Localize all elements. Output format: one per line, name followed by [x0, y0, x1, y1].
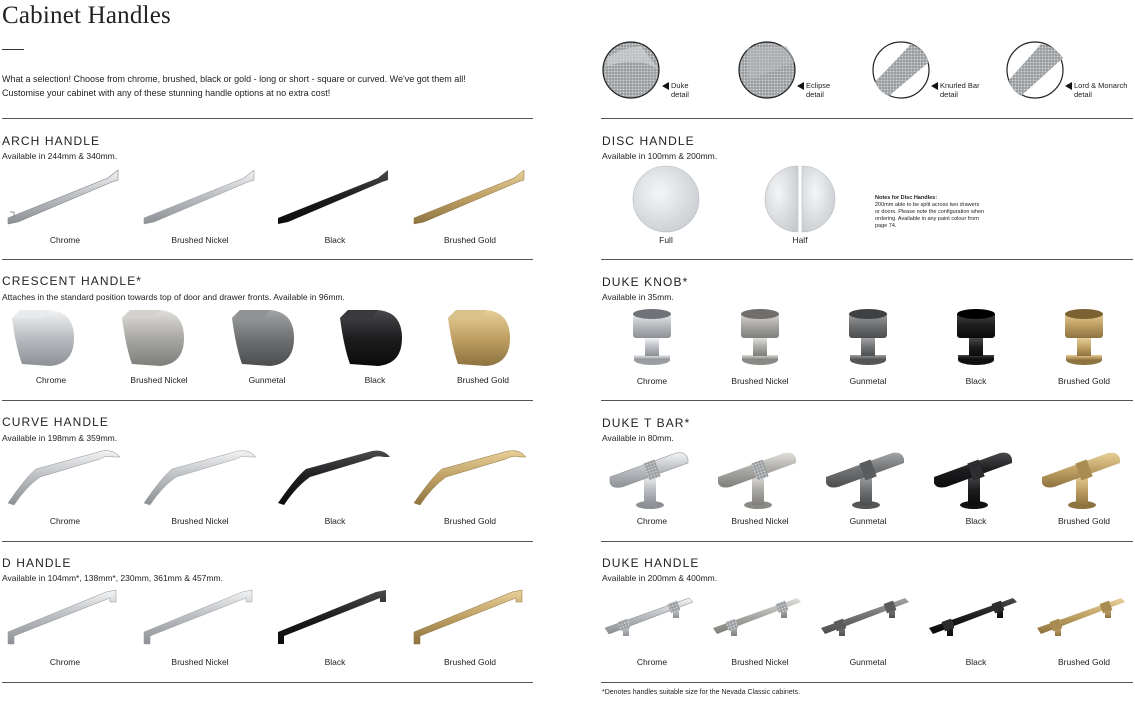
crescent-label-brushed-gold: Brushed Gold [457, 375, 509, 385]
duke-handle-label-chrome: Chrome [636, 657, 668, 667]
duke-knob-label-chrome: Chrome [636, 376, 668, 386]
detail-label-knurled-bar: Knurled Bar [940, 81, 980, 90]
footnote: *Denotes handles suitable size for the Nevada Classic cabinets. [602, 689, 801, 696]
divider [2, 118, 533, 119]
duke-handle-chrome-image [603, 592, 698, 642]
duke-t-bar-black-image [930, 447, 1020, 512]
duke-handle-label-brushed-nickel: Brushed Nickel [731, 657, 789, 667]
arch-label-brushed-gold: Brushed Gold [444, 235, 496, 245]
duke-knob-gunmetal-image [843, 308, 893, 368]
intro-text-line-1: What a selection! Choose from chrome, brushed, black or gold - long or short - square or curved. We've got them all! [2, 74, 466, 84]
d-handle-brushed-nickel-image [142, 588, 257, 648]
duke-t-bar-label-chrome: Chrome [636, 516, 668, 526]
duke-t-bar-label-brushed-nickel: Brushed Nickel [731, 516, 789, 526]
duke-knob-label-gunmetal: Gunmetal [849, 376, 887, 386]
disc-note-line-2: or doors. Please note the configuration when [875, 209, 985, 215]
arch-label-black: Black [324, 235, 346, 245]
curve-handle-brushed-nickel-image [142, 447, 262, 507]
arch-handle-black-image [276, 166, 391, 226]
divider [601, 682, 1133, 683]
section-title-disc-handle: DISC HANDLE [602, 134, 695, 148]
duke-handle-label-black: Black [965, 657, 987, 667]
page-title: Cabinet Handles [2, 2, 171, 29]
curve-label-brushed-gold: Brushed Gold [444, 516, 496, 526]
disc-label-half: Half [792, 235, 808, 245]
section-title-curve-handle: CURVE HANDLE [2, 415, 110, 429]
section-title-duke-t-bar: DUKE T BAR* [602, 416, 691, 430]
arrow-left-icon [797, 82, 805, 90]
eclipse-detail-icon [737, 40, 797, 100]
duke-t-bar-brushed-nickel-image [714, 447, 804, 512]
curve-handle-black-image [276, 447, 396, 507]
section-title-duke-handle: DUKE HANDLE [602, 556, 700, 570]
divider [601, 118, 1133, 119]
arch-handle-brushed-gold-image [412, 166, 527, 226]
section-title-d-handle: D HANDLE [2, 556, 72, 570]
section-subtitle-duke-t-bar: Available in 80mm. [602, 433, 674, 443]
duke-knob-brushed-nickel-image [735, 308, 785, 368]
lord-monarch-detail-icon [1005, 40, 1065, 100]
divider [601, 541, 1133, 542]
divider [601, 259, 1133, 260]
d-label-brushed-gold: Brushed Gold [444, 657, 496, 667]
disc-note-line-4: page 74. [875, 223, 897, 229]
section-subtitle-duke-handle: Available in 200mm & 400mm. [602, 573, 718, 583]
arch-label-brushed-nickel: Brushed Nickel [171, 235, 229, 245]
arrow-left-icon [662, 82, 670, 90]
duke-handle-black-image [927, 592, 1022, 642]
disc-handle-half-image [765, 164, 835, 234]
divider [601, 400, 1133, 401]
curve-label-brushed-nickel: Brushed Nickel [171, 516, 229, 526]
disc-handle-full-image [631, 164, 701, 234]
curve-label-black: Black [324, 516, 346, 526]
d-handle-chrome-image [6, 588, 121, 648]
duke-knob-black-image [951, 308, 1001, 368]
duke-knob-label-brushed-gold: Brushed Gold [1058, 376, 1110, 386]
curve-handle-chrome-image [6, 447, 126, 507]
arrow-left-icon [1065, 82, 1073, 90]
title-underline [2, 49, 24, 50]
duke-handle-label-brushed-gold: Brushed Gold [1058, 657, 1110, 667]
divider [2, 259, 533, 260]
arrow-left-icon [931, 82, 939, 90]
section-title-duke-knob: DUKE KNOB* [602, 275, 689, 289]
d-label-brushed-nickel: Brushed Nickel [171, 657, 229, 667]
divider [2, 400, 533, 401]
crescent-label-brushed-nickel: Brushed Nickel [130, 375, 188, 385]
disc-note-title: Notes for Disc Handles: [875, 195, 938, 201]
curve-label-chrome: Chrome [49, 516, 81, 526]
detail-label-lord-monarch-sub: detail [1074, 90, 1092, 99]
duke-knob-brushed-gold-image [1059, 308, 1109, 368]
disc-note-line-3: ordering. Available in any paint colour from [875, 216, 979, 222]
disc-label-full: Full [659, 235, 673, 245]
curve-handle-brushed-gold-image [412, 447, 532, 507]
crescent-handle-chrome-image [10, 308, 80, 368]
duke-t-bar-label-black: Black [965, 516, 987, 526]
divider [2, 682, 533, 683]
section-subtitle-curve-handle: Available in 198mm & 359mm. [2, 433, 118, 443]
duke-t-bar-brushed-gold-image [1038, 447, 1128, 512]
duke-t-bar-label-brushed-gold: Brushed Gold [1058, 516, 1110, 526]
duke-handle-brushed-nickel-image [711, 592, 806, 642]
duke-t-bar-gunmetal-image [822, 447, 912, 512]
arch-handle-chrome-image [6, 166, 121, 226]
duke-knob-label-brushed-nickel: Brushed Nickel [731, 376, 789, 386]
detail-label-eclipse: Eclipse [806, 81, 831, 90]
crescent-handle-black-image [338, 308, 408, 368]
d-label-chrome: Chrome [49, 657, 81, 667]
d-handle-black-image [276, 588, 391, 648]
section-subtitle-crescent-handle: Attaches in the standard position towards top of door and drawer fronts. Available in 96mm. [2, 292, 345, 302]
d-handle-brushed-gold-image [412, 588, 527, 648]
detail-label-knurled-bar-sub: detail [940, 90, 958, 99]
crescent-label-gunmetal: Gunmetal [248, 375, 286, 385]
detail-label-eclipse-sub: detail [806, 90, 824, 99]
duke-detail-icon [601, 40, 661, 100]
crescent-handle-brushed-nickel-image [120, 308, 190, 368]
duke-knob-label-black: Black [965, 376, 987, 386]
section-subtitle-arch-handle: Available in 244mm & 340mm. [2, 151, 118, 161]
crescent-label-chrome: Chrome [35, 375, 67, 385]
d-label-black: Black [324, 657, 346, 667]
crescent-handle-gunmetal-image [230, 308, 300, 368]
crescent-label-black: Black [364, 375, 386, 385]
detail-label-lord-monarch: Lord & Monarch [1074, 81, 1128, 90]
intro-text-line-2: Customise your cabinet with any of these stunning handle options at no extra cost! [2, 88, 331, 98]
divider [2, 541, 533, 542]
duke-handle-brushed-gold-image [1035, 592, 1130, 642]
section-subtitle-disc-handle: Available in 100mm & 200mm. [602, 151, 718, 161]
disc-note-line-1: 200mm able to be split across two drawers [875, 202, 980, 208]
crescent-handle-brushed-gold-image [446, 308, 516, 368]
duke-t-bar-chrome-image [606, 447, 696, 512]
duke-t-bar-label-gunmetal: Gunmetal [849, 516, 887, 526]
section-title-arch-handle: ARCH HANDLE [2, 134, 101, 148]
arch-handle-brushed-nickel-image [142, 166, 257, 226]
detail-label-duke-sub: detail [671, 90, 689, 99]
duke-handle-label-gunmetal: Gunmetal [849, 657, 887, 667]
detail-label-duke: Duke [671, 81, 689, 90]
section-title-crescent-handle: CRESCENT HANDLE* [2, 274, 143, 288]
duke-knob-chrome-image [627, 308, 677, 368]
arch-label-chrome: Chrome [49, 235, 81, 245]
section-subtitle-d-handle: Available in 104mm*, 138mm*, 230mm, 361mm & 457mm. [2, 573, 223, 583]
duke-handle-gunmetal-image [819, 592, 914, 642]
knurled-bar-detail-icon [871, 40, 931, 100]
section-subtitle-duke-knob: Available in 35mm. [602, 292, 674, 302]
